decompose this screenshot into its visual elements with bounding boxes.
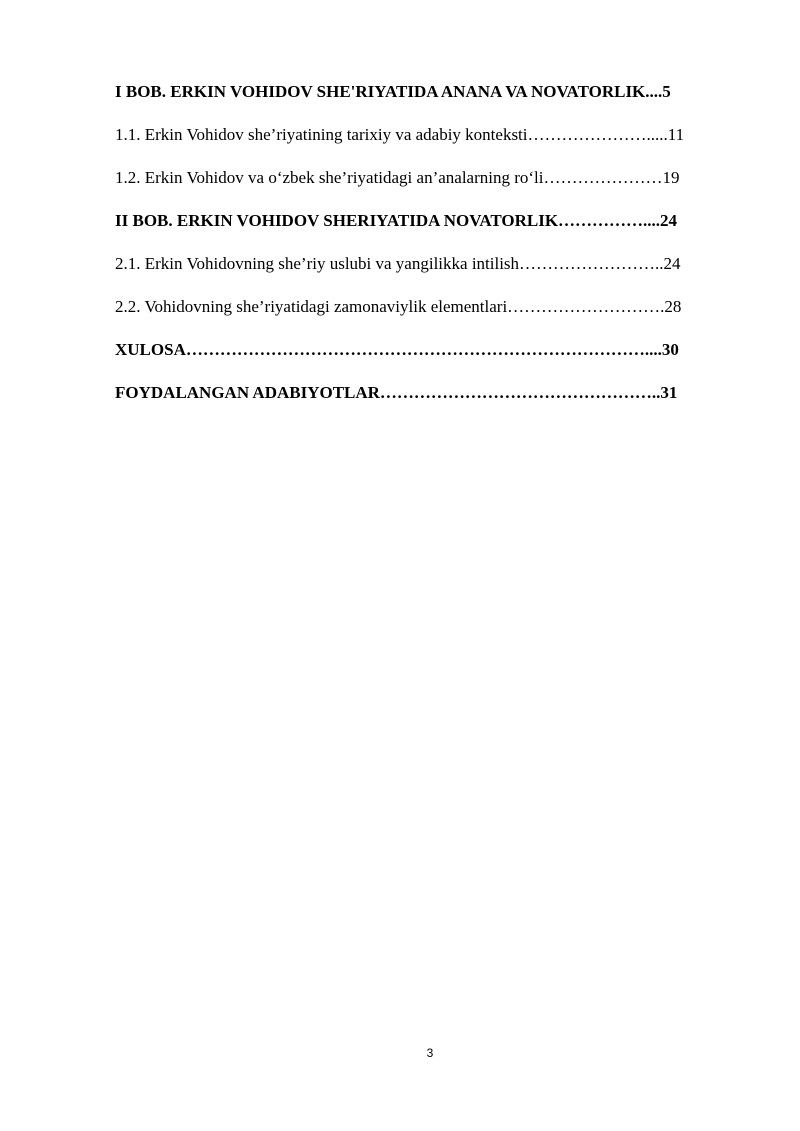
toc-section-2-2: 2.2. Vohidovning she’riyatidagi zamonaviylik elementlari……………………….28 <box>115 297 682 316</box>
table-of-contents <box>115 76 742 420</box>
toc-section-2-1: 2.1. Erkin Vohidovning she’riy uslubi va yangilikka intilish……………………..24 <box>115 254 681 273</box>
toc-section-1-1: 1.1. Erkin Vohidov she’riyatining tarixiy va adabiy konteksti………………….....11 <box>115 125 685 144</box>
toc-references: FOYDALANGAN ADABIYOTLAR…………………………………………..31 <box>115 383 678 402</box>
toc-section-1-2: 1.2. Erkin Vohidov va o‘zbek she’riyatidagi an’analarning ro‘li…………………19 <box>115 168 680 187</box>
toc-chapter-2: II BOB. ERKIN VOHIDOV SHERIYATIDA NOVATORLIK……………....24 <box>115 211 678 230</box>
toc-chapter-1: I BOB. ERKIN VOHIDOV SHE'RIYATIDA ANANA VA NOVATORLIK....5 <box>115 82 671 101</box>
toc-conclusion: XULOSA………………………………………………………………………....30 <box>115 340 679 359</box>
page-number: 3 <box>426 1046 434 1060</box>
